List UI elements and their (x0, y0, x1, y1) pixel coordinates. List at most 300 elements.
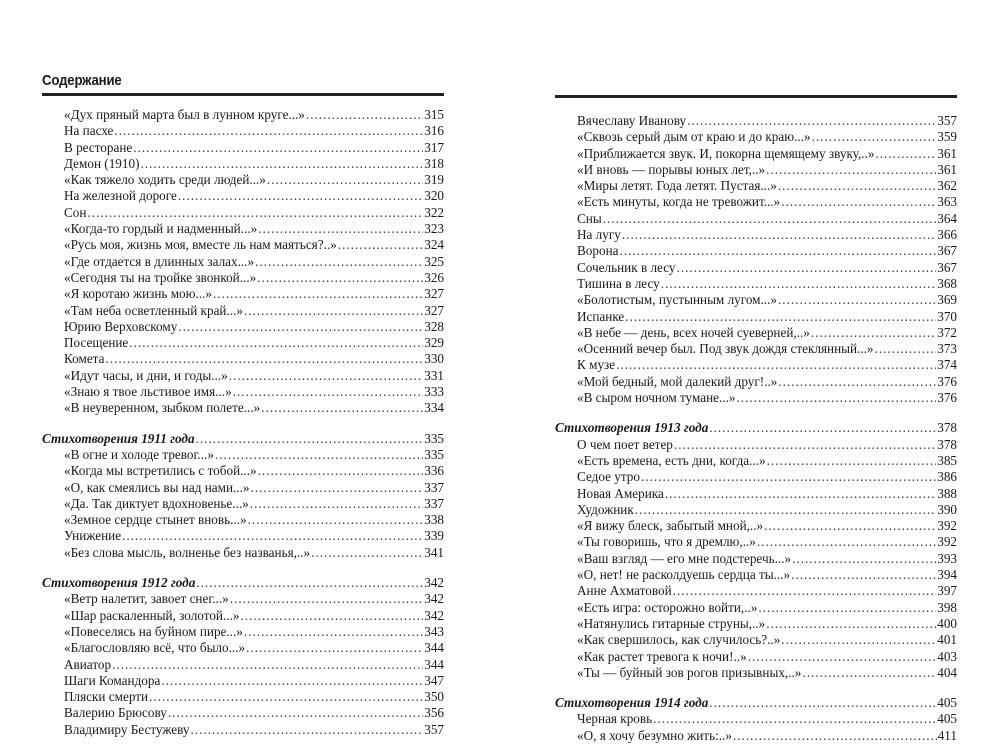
toc-entry-page: 342 (424, 575, 444, 591)
toc-entry-title: Испанке (577, 308, 625, 324)
toc-entry-title: «Ты говоришь, что я дремлю,..» (577, 534, 756, 550)
toc-entry-page: 378 (937, 436, 957, 452)
toc-entry (555, 665, 957, 681)
toc-entry-page: 397 (937, 583, 957, 599)
dot-leader (603, 211, 937, 227)
toc-entry (42, 608, 444, 624)
dot-leader (87, 205, 423, 221)
dot-leader (161, 673, 423, 689)
toc-entry-page: 359 (937, 129, 957, 145)
dot-leader (244, 624, 423, 640)
toc-entry (555, 129, 957, 145)
toc-entry-title: «Есть игра: осторожно войти,..» (577, 599, 758, 615)
dot-leader (255, 254, 423, 270)
toc-entry-title: «Миры летят. Года летят. Пустая...» (577, 178, 777, 194)
toc-entry-title: «Ты — буйный зов рогов призывных,..» (577, 664, 802, 680)
toc-entry-page: 331 (424, 367, 444, 383)
toc-entry-title: «Я вижу блеск, забытый мной,..» (577, 518, 764, 534)
dot-leader (267, 172, 423, 188)
toc-entry-title: На лугу (577, 227, 621, 243)
dot-leader (616, 357, 936, 373)
toc-entry-page: 361 (937, 161, 957, 177)
toc-entry-page: 337 (424, 479, 444, 495)
toc-entry-title: Пляски смерти (64, 689, 149, 705)
dot-leader (875, 341, 937, 357)
toc-entry (42, 205, 444, 221)
toc-entry-title: Стихотворения 1911 года (42, 430, 195, 446)
toc-entry-page: 342 (424, 591, 444, 607)
toc-entry (555, 276, 957, 292)
toc-entry-title: «Там неба осветленный край...» (64, 302, 243, 318)
toc-entry (555, 583, 957, 599)
toc-entry (555, 437, 957, 453)
toc-entry-page: 350 (424, 689, 444, 705)
toc-entry (555, 649, 957, 665)
dot-leader (258, 221, 423, 237)
toc-entry-page: 328 (424, 318, 444, 334)
header-rule-left (42, 93, 444, 96)
toc-entry-page: 369 (937, 292, 957, 308)
toc-entry-title: «И вновь — порывы юных лет,..» (577, 161, 766, 177)
toc-entry (555, 632, 957, 648)
toc-entry-title: «Болотистым, пустынным лугом...» (577, 292, 777, 308)
toc-entry-title: «Есть минуты, когда не тревожит...» (577, 194, 781, 210)
dot-leader (240, 608, 423, 624)
toc-entry (555, 486, 957, 502)
toc-entry-title: «Есть времена, есть дни, когда...» (577, 452, 766, 468)
toc-entry-page: 339 (424, 528, 444, 544)
toc-entry-page: 400 (937, 615, 957, 631)
dot-leader (230, 591, 423, 607)
toc-entry (42, 384, 444, 400)
toc-entry-title: «Как тяжело ходить среди людей...» (64, 172, 266, 188)
toc-entry (555, 374, 957, 390)
dot-leader (641, 469, 936, 485)
toc-entry-title: «Мой бедный, мой далекий друг!..» (577, 373, 778, 389)
toc-entry (42, 640, 444, 656)
dot-leader (251, 480, 424, 496)
section-gap (555, 406, 957, 420)
toc-entry-page: 318 (424, 155, 444, 171)
toc-entry (555, 194, 957, 210)
toc-entry-page: 393 (937, 550, 957, 566)
toc-entry (555, 292, 957, 308)
dot-leader (778, 178, 936, 194)
dot-leader (802, 665, 936, 681)
toc-entry-title: «В огне и холоде тревог...» (64, 446, 214, 462)
toc-entry-title: «О, как смеялись вы над нами...» (64, 479, 250, 495)
dot-leader (781, 194, 936, 210)
toc-entry-page: 367 (937, 259, 957, 275)
toc-entry-title: Стихотворения 1914 года (555, 695, 709, 711)
toc-entry-title: «Натянулись гитарные струны,..» (577, 615, 766, 631)
dot-leader (791, 567, 936, 583)
dot-leader (196, 575, 423, 591)
toc-entry-page: 374 (937, 357, 957, 373)
toc-entry-title: Художник (577, 501, 634, 517)
toc-entry (42, 447, 444, 463)
dot-leader (191, 722, 424, 738)
dot-leader (687, 113, 936, 129)
toc-entry-title: «Знаю я твое льстивое имя...» (64, 384, 232, 400)
dot-leader (114, 123, 423, 139)
toc-entry (42, 689, 444, 705)
toc-entry-page: 320 (424, 188, 444, 204)
dot-leader (766, 162, 936, 178)
dot-leader (105, 351, 423, 367)
dot-leader (112, 657, 423, 673)
dot-leader (766, 616, 936, 632)
toc-entry (555, 341, 957, 357)
dot-leader (622, 227, 936, 243)
toc-entry-title: «Земное сердце стынет вновь...» (64, 512, 247, 528)
dot-leader (213, 286, 423, 302)
toc-entry-page: 343 (424, 623, 444, 639)
toc-entry-title: «Без слова мысль, волненье без названья,..» (64, 544, 311, 560)
dot-leader (306, 107, 423, 123)
toc-entry (42, 722, 444, 738)
toc-entry-title: «Как свершилось, как случилось?..» (577, 632, 781, 648)
dot-leader (875, 146, 936, 162)
toc-entry-page: 370 (937, 308, 957, 324)
dot-leader (129, 335, 423, 351)
toc-entry (42, 480, 444, 496)
toc-entry-page: 342 (424, 607, 444, 623)
toc-entry-title: «Приближается звук. И, покорна щемящему звуку,..» (577, 145, 875, 161)
toc-entry-page: 367 (937, 243, 957, 259)
page-header: Содержание (42, 72, 122, 89)
toc-entry-page: 357 (424, 721, 444, 737)
toc-entry-title: Валерию Брюсову (64, 705, 167, 721)
toc-entry-page: 316 (424, 123, 444, 139)
toc-entry-page: 404 (937, 664, 957, 680)
toc-entry-title: «Когда-то гордый и надменный...» (64, 221, 258, 237)
dot-leader (781, 632, 936, 648)
toc-entry (42, 140, 444, 156)
toc-entry (555, 162, 957, 178)
toc-entry-page: 341 (424, 544, 444, 560)
toc-entry-title: «Когда мы встретились с тобой...» (64, 463, 257, 479)
toc-entry-page: 390 (937, 501, 957, 517)
toc-entry-title: «Осенний вечер был. Под звук дождя стеклянный...» (577, 341, 874, 357)
toc-entry (42, 319, 444, 335)
dot-leader (140, 156, 423, 172)
toc-entry (42, 107, 444, 123)
toc-entry-title: Седое утро (577, 469, 640, 485)
dot-leader (149, 689, 423, 705)
toc-entry (555, 309, 957, 325)
toc-entry-title: Сон (64, 204, 87, 220)
dot-leader (338, 237, 423, 253)
toc-entry-title: Черная кровь (577, 711, 653, 727)
toc-entry-title: «Шар раскаленный, золотой...» (64, 607, 240, 623)
toc-entry-page: 373 (937, 341, 957, 357)
toc-entry (555, 469, 957, 485)
toc-left-column (42, 107, 444, 738)
toc-entry-title: «О, я хочу безумно жить:..» (577, 727, 732, 743)
dot-leader (244, 303, 423, 319)
toc-entry-page: 357 (937, 113, 957, 128)
toc-entry-page: 372 (937, 324, 957, 340)
toc-section-heading (42, 575, 444, 591)
toc-entry (42, 624, 444, 640)
dot-leader (257, 270, 423, 286)
toc-entry-page: 338 (424, 512, 444, 528)
dot-leader (792, 551, 936, 567)
toc-entry-page: 344 (424, 640, 444, 656)
toc-entry (555, 390, 957, 406)
toc-entry-title: «Повеселясь на буйном пире...» (64, 623, 243, 639)
dot-leader (709, 695, 936, 711)
toc-entry-title: Сны (577, 210, 602, 226)
toc-entry (555, 243, 957, 259)
toc-entry-title: На пасхе (64, 123, 114, 139)
toc-entry-page: 337 (424, 495, 444, 511)
dot-leader (625, 309, 936, 325)
toc-entry-page: 335 (424, 446, 444, 462)
toc-entry (555, 711, 957, 727)
toc-entry (555, 502, 957, 518)
toc-entry-page: 361 (937, 145, 957, 161)
toc-entry (555, 567, 957, 583)
toc-entry (42, 657, 444, 673)
toc-entry-title: «Русь моя, жизнь моя, вместе ль нам маяться?..» (64, 237, 337, 253)
toc-entry (555, 211, 957, 227)
dot-leader (748, 649, 937, 665)
toc-entry-page: 398 (937, 599, 957, 615)
toc-entry-title: В ресторане (64, 139, 133, 155)
dot-leader (215, 447, 423, 463)
toc-entry-title: Юрию Верховскому (64, 318, 178, 334)
toc-entry-title: «Я коротаю жизнь мою...» (64, 286, 212, 302)
toc-entry-title: «В сыром ночном тумане...» (577, 390, 736, 406)
toc-entry (42, 400, 444, 416)
dot-leader (635, 502, 936, 518)
dot-leader (653, 711, 936, 727)
toc-entry-title: Авиатор (64, 656, 112, 672)
toc-entry (42, 237, 444, 253)
dot-leader (757, 534, 936, 550)
toc-entry-page: 356 (424, 705, 444, 721)
toc-entry (42, 545, 444, 561)
toc-entry (42, 335, 444, 351)
toc-entry-page: 325 (424, 253, 444, 269)
toc-entry-page: 368 (937, 275, 957, 291)
toc-entry (555, 227, 957, 243)
toc-entry-page: 392 (937, 518, 957, 534)
toc-entry-title: «Ветр налетит, завоет снег...» (64, 591, 229, 607)
toc-entry (42, 463, 444, 479)
toc-entry (42, 528, 444, 544)
toc-entry-title: Вячеславу Иванову (577, 113, 687, 128)
toc-entry-page: 378 (937, 420, 957, 436)
toc-entry-title: Анне Ахматовой (577, 583, 672, 599)
toc-entry-page: 317 (424, 139, 444, 155)
toc-entry (555, 534, 957, 550)
toc-entry-page: 330 (424, 351, 444, 367)
toc-entry-title: Посещение (64, 335, 129, 351)
toc-entry-page: 327 (424, 286, 444, 302)
toc-entry-page: 324 (424, 237, 444, 253)
section-gap (555, 681, 957, 695)
toc-entry-title: «Сквозь серый дым от краю и до краю...» (577, 129, 811, 145)
toc-entry-page: 336 (424, 463, 444, 479)
toc-entry-page: 385 (937, 452, 957, 468)
toc-entry-page: 405 (937, 695, 957, 711)
toc-entry-title: Стихотворения 1912 года (42, 575, 196, 591)
toc-entry (42, 254, 444, 270)
toc-entry-title: Демон (1910) (64, 155, 140, 171)
toc-entry (42, 270, 444, 286)
dot-leader (665, 486, 936, 502)
toc-entry-title: Шаги Командора (64, 672, 161, 688)
toc-entry-page: 327 (424, 302, 444, 318)
toc-entry-title: «Сегодня ты на тройке звонкой...» (64, 269, 257, 285)
toc-entry-title: «Идут часы, и дни, и годы...» (64, 367, 228, 383)
toc-entry-title: «Дух пряный марта был в лунном круге...» (64, 107, 305, 122)
toc-entry-title: Комета (64, 351, 105, 367)
toc-entry-title: На железной дороге (64, 188, 177, 204)
toc-section-heading (555, 695, 957, 711)
toc-entry-title: «Как растет тревога к ночи!..» (577, 648, 747, 664)
toc-entry-page: 388 (937, 485, 957, 501)
toc-entry-page: 411 (937, 727, 957, 743)
dot-leader (677, 260, 937, 276)
toc-entry (555, 728, 957, 744)
toc-section-heading (555, 420, 957, 436)
toc-entry (555, 146, 957, 162)
section-gap (42, 417, 444, 431)
dot-leader (758, 600, 936, 616)
toc-entry (42, 156, 444, 172)
toc-entry (42, 591, 444, 607)
toc-entry-page: 333 (424, 384, 444, 400)
dot-leader (133, 140, 423, 156)
toc-entry-title: Новая Америка (577, 485, 664, 501)
toc-entry-title: К музе (577, 357, 616, 373)
dot-leader (767, 453, 937, 469)
dot-leader (311, 545, 423, 561)
dot-leader (674, 437, 936, 453)
toc-entry-page: 319 (424, 172, 444, 188)
toc-entry (42, 512, 444, 528)
dot-leader (258, 463, 424, 479)
toc-entry-title: О чем поет ветер (577, 436, 673, 452)
toc-entry-title: Сочельник в лесу (577, 259, 676, 275)
dot-leader (812, 129, 937, 145)
dot-leader (709, 420, 936, 436)
toc-entry (42, 286, 444, 302)
toc-entry-title: Тишина в лесу (577, 275, 660, 291)
toc-entry (42, 368, 444, 384)
dot-leader (248, 512, 424, 528)
toc-entry-page: 315 (424, 107, 444, 122)
toc-entry-title: «В неуверенном, зыбком полете...» (64, 400, 261, 416)
toc-entry-page: 401 (937, 632, 957, 648)
dot-leader (620, 243, 937, 259)
toc-entry-page: 403 (937, 648, 957, 664)
header-rule-right (555, 95, 957, 98)
toc-entry (42, 188, 444, 204)
toc-entry (42, 705, 444, 721)
toc-entry-title: «Благословляю всё, что было...» (64, 640, 246, 656)
toc-entry (555, 453, 957, 469)
toc-entry-title: Стихотворения 1913 года (555, 420, 709, 436)
toc-entry-page: 386 (937, 469, 957, 485)
toc-entry-page: 392 (937, 534, 957, 550)
toc-entry-title: «Ваш взгляд — его мне подстеречь...» (577, 550, 792, 566)
toc-entry (42, 221, 444, 237)
dot-leader (122, 528, 423, 544)
toc-entry-page: 363 (937, 194, 957, 210)
dot-leader (778, 292, 936, 308)
toc-right-column (555, 113, 957, 744)
toc-entry (42, 172, 444, 188)
toc-entry-page: 394 (937, 567, 957, 583)
toc-entry-page: 366 (937, 227, 957, 243)
toc-entry-page: 364 (937, 210, 957, 226)
dot-leader (229, 368, 423, 384)
toc-entry-page: 323 (424, 221, 444, 237)
dot-leader (733, 728, 937, 744)
toc-entry-title: Унижение (64, 528, 122, 544)
section-gap (42, 561, 444, 575)
toc-entry (555, 325, 957, 341)
dot-leader (661, 276, 936, 292)
toc-entry-page: 326 (424, 269, 444, 285)
toc-section-heading (42, 431, 444, 447)
toc-entry-page: 405 (937, 711, 957, 727)
toc-entry-page: 334 (424, 400, 444, 416)
dot-leader (778, 374, 936, 390)
toc-entry (555, 518, 957, 534)
toc-entry (555, 260, 957, 276)
toc-entry (555, 551, 957, 567)
toc-entry (42, 496, 444, 512)
toc-entry (555, 357, 957, 373)
dot-leader (178, 319, 423, 335)
toc-entry (555, 616, 957, 632)
toc-entry-title: «О, нет! не расколдуешь сердца ты...» (577, 567, 791, 583)
dot-leader (168, 705, 423, 721)
dot-leader (196, 431, 424, 447)
dot-leader (246, 640, 423, 656)
toc-entry (42, 123, 444, 139)
dot-leader (178, 188, 423, 204)
toc-entry-page: 362 (937, 178, 957, 194)
toc-entry (42, 303, 444, 319)
toc-entry (555, 600, 957, 616)
toc-entry (555, 113, 957, 129)
toc-entry-page: 322 (424, 204, 444, 220)
toc-entry-page: 329 (424, 335, 444, 351)
dot-leader (673, 583, 937, 599)
toc-entry-page: 376 (937, 390, 957, 406)
dot-leader (764, 518, 936, 534)
toc-entry-title: Ворона (577, 243, 619, 259)
toc-entry-page: 344 (424, 656, 444, 672)
toc-entry-title: «Где отдается в длинных залах...» (64, 253, 255, 269)
toc-entry-title: «В небе — день, всех ночей суеверней,..» (577, 324, 810, 340)
toc-entry-page: 376 (937, 373, 957, 389)
dot-leader (250, 496, 423, 512)
toc-entry-title: Владимиру Бестужеву (64, 721, 190, 737)
toc-entry (555, 178, 957, 194)
dot-leader (811, 325, 936, 341)
dot-leader (736, 390, 936, 406)
toc-entry (42, 673, 444, 689)
toc-entry-title: «Да. Так диктует вдохновенье...» (64, 495, 249, 511)
